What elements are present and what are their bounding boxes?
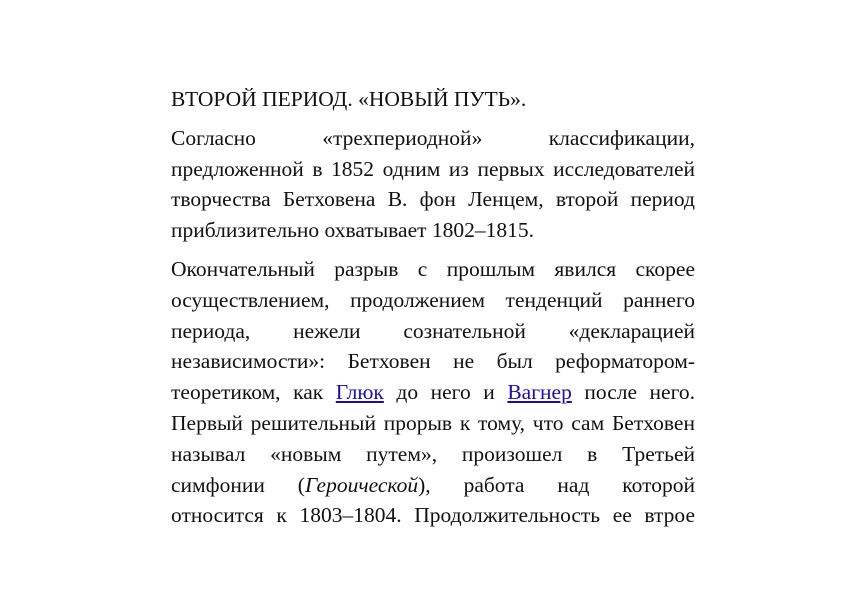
paragraph-line: предложенной в 1852 одним из первых исследователей xyxy=(171,156,695,181)
italic-title: Героической xyxy=(304,472,419,497)
text-segment: теоретиком, как xyxy=(171,380,336,405)
text-segment: до него и xyxy=(383,380,508,405)
section-heading: ВТОРОЙ ПЕРИОД. «НОВЫЙ ПУТЬ». xyxy=(171,87,527,111)
paragraph-line: осуществлением, продолжением тенденций раннего xyxy=(171,287,695,312)
paragraph-2 xyxy=(171,254,695,531)
paragraph-line: Окончательный разрыв с прошлым явился скорее xyxy=(171,256,695,281)
text-segment: симфонии ( xyxy=(171,472,305,497)
document-page xyxy=(171,84,695,531)
paragraph-line: Согласно «трехпериодной» классификации, xyxy=(171,125,695,150)
paragraph-line-with-links xyxy=(171,377,695,408)
link-wagner[interactable]: Вагнер xyxy=(507,380,572,405)
paragraph-line: независимости»: Бетховен не был реформатором- xyxy=(171,349,695,374)
paragraph-line: приблизительно охватывает 1802–1815. xyxy=(171,218,535,243)
paragraph-line: называл «новым путем», произошел в Третьей xyxy=(171,441,695,466)
text-segment: ), работа над которой xyxy=(418,472,695,497)
paragraph-1 xyxy=(171,123,695,246)
link-gluck[interactable]: Глюк xyxy=(335,380,384,405)
paragraph-line: Первый решительный прорыв к тому, что сам Бетховен xyxy=(171,410,695,435)
text-segment: после него. xyxy=(571,380,696,405)
paragraph-line: периода, нежели сознательной «декларацией xyxy=(171,318,695,343)
paragraph-line-with-italic xyxy=(171,470,695,501)
paragraph-line: творчества Бетховена В. фон Ленцем, второй период xyxy=(171,187,695,212)
paragraph-line: относится к 1803–1804. Продолжительность ее втрое xyxy=(171,503,695,528)
